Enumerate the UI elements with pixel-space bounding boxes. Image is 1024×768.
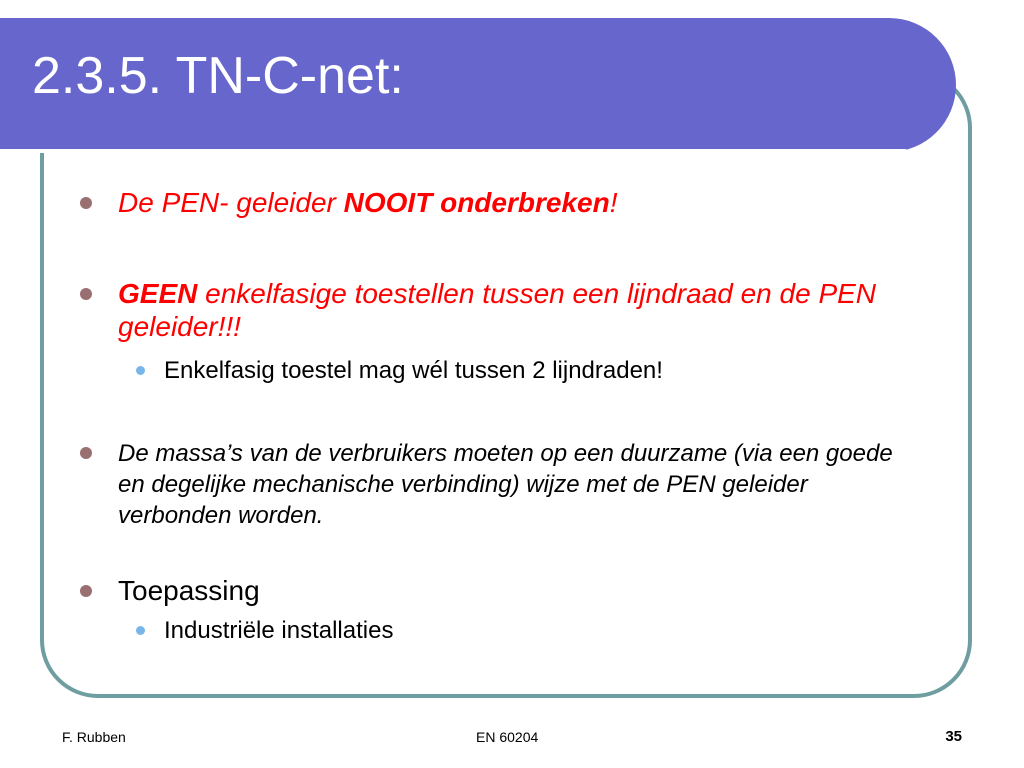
sub-bullet-dot <box>136 366 145 375</box>
footer-page-number: 35 <box>945 728 962 745</box>
bullet-dot <box>80 585 92 597</box>
bullet-dot <box>80 447 92 459</box>
slide-title: 2.3.5. TN-C-net: <box>32 47 404 105</box>
bullet-text-emphasis: NOOIT onderbreken <box>343 187 610 218</box>
bullet-text <box>118 277 918 343</box>
bullet-text: Toepassing <box>118 575 260 606</box>
sub-bullet-text: Industriële installaties <box>164 617 394 644</box>
bullet-dot <box>80 197 92 209</box>
bullet-text-emphasis: GEEN <box>118 278 198 309</box>
bullet-text-part3: ! <box>609 187 618 218</box>
bullet-text-part2: enkelfasige toestellen tussen een lijndraad en de PEN geleider!!! <box>118 278 877 342</box>
bullet-text-part1: De PEN- geleider <box>118 187 344 218</box>
sub-bullet-dot <box>136 626 145 635</box>
footer-author: F. Rubben <box>62 729 126 745</box>
bullet-text <box>118 186 918 219</box>
bullet-dot <box>80 288 92 300</box>
title-underline <box>0 149 906 153</box>
bullet-text: De massa’s van de verbruikers moeten op een duurzame (via een goede en degelijke mechanische verbinding) wijze met de PEN geleider verbonden worden. <box>118 440 893 529</box>
sub-bullet-text: Enkelfasig toestel mag wél tussen 2 lijndraden! <box>164 357 663 384</box>
footer-center: EN 60204 <box>476 729 539 745</box>
